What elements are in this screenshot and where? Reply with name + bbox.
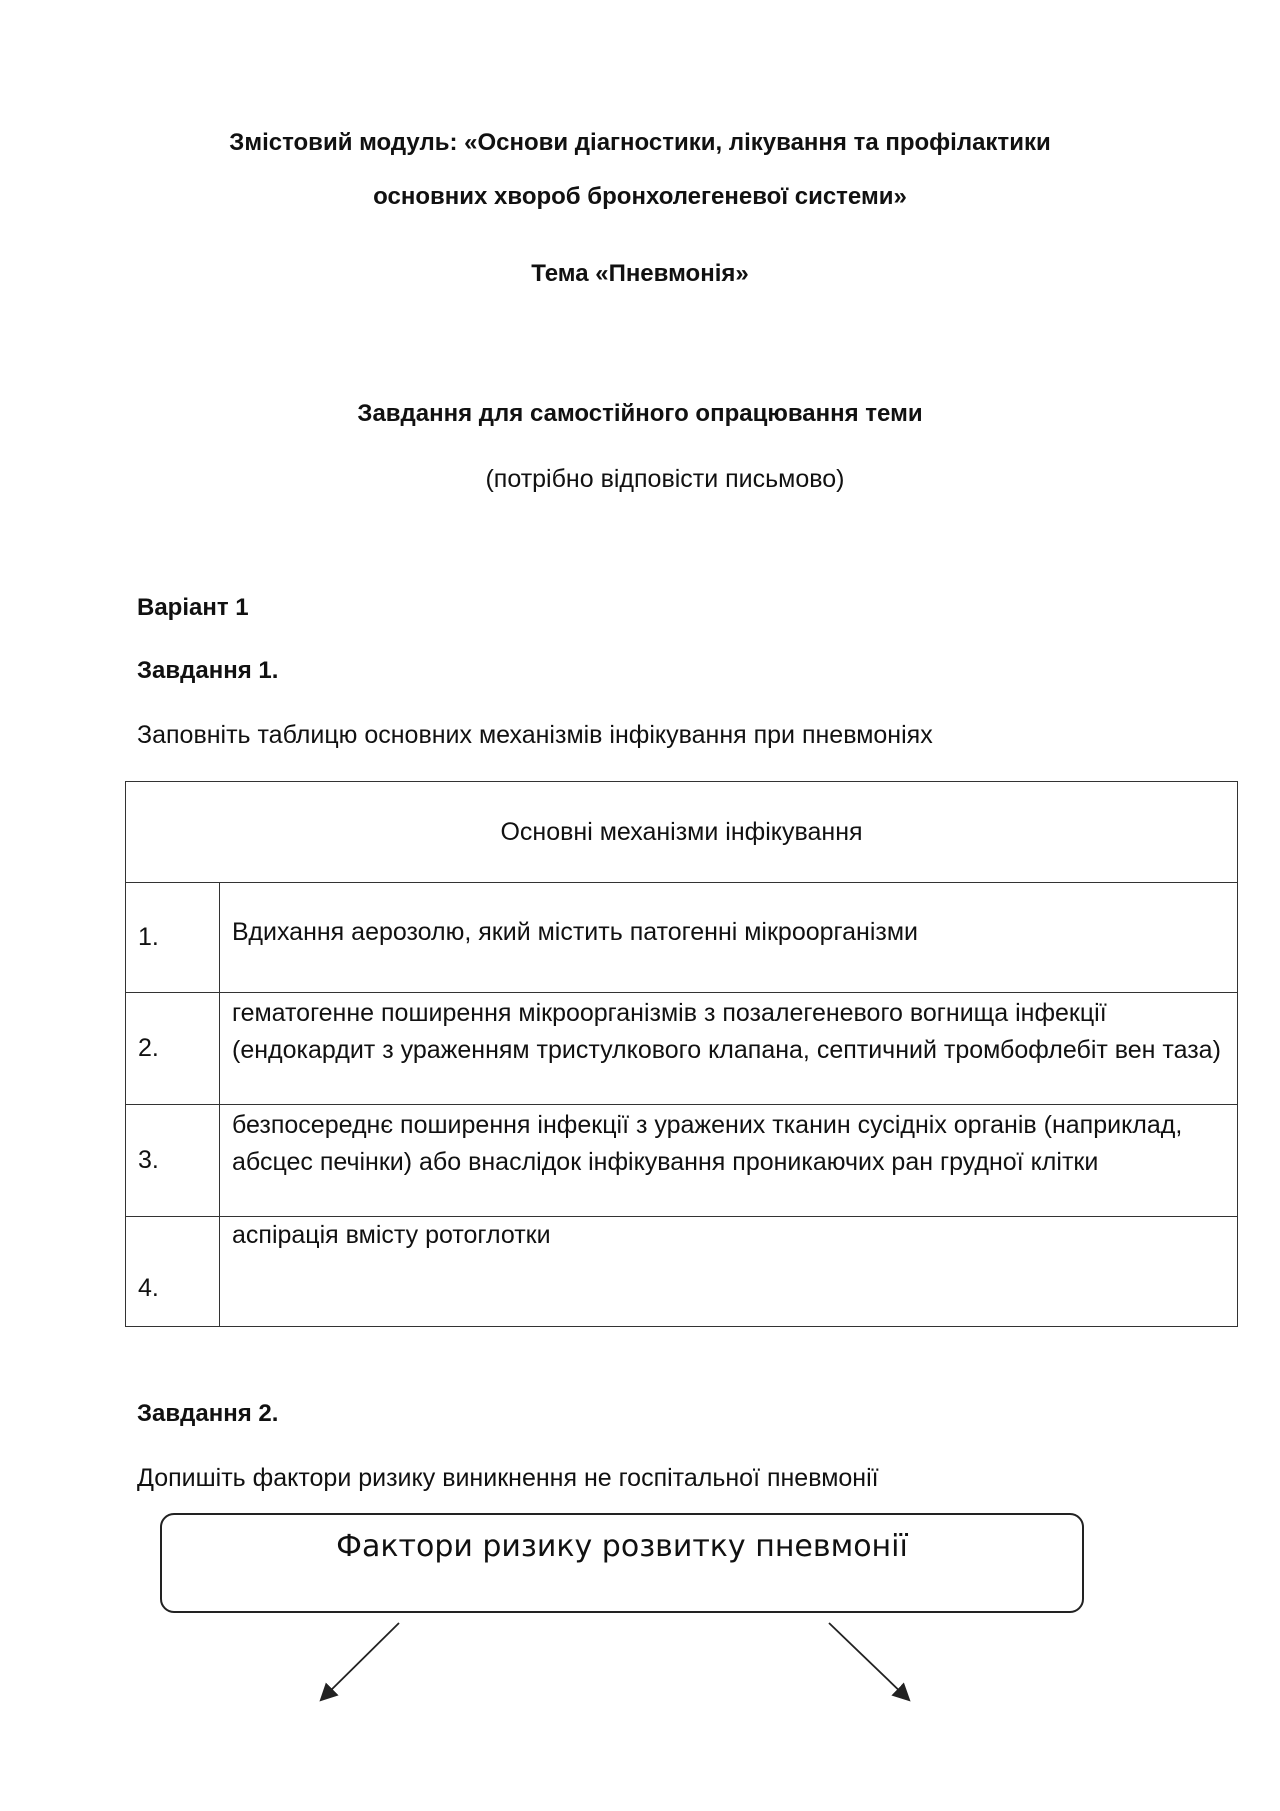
row-text: гематогенне поширення мікроорганізмів з позалегеневого вогнища інфекції (ендокардит з ураженням тристулкового клапана, септичний тромбофлебіт вен таза): [220, 993, 1238, 1105]
task2-label: Завдання 2.: [137, 1400, 279, 1427]
assignment-note: (потрібно відповісти письмово): [485, 465, 845, 493]
task2-instruction: Допишіть фактори ризику виникнення не госпітальної пневмонії: [137, 1464, 879, 1492]
task1-label: Завдання 1.: [137, 657, 279, 684]
row-number: 1.: [126, 883, 220, 993]
row-text: Вдихання аерозолю, який містить патогенні мікроорганізми: [220, 883, 1238, 993]
task1-instruction: Заповніть таблицю основних механізмів інфікування при пневмоніях: [137, 721, 933, 749]
row-number: 2.: [126, 993, 220, 1105]
topic-title: Тема «Пневмонія»: [531, 260, 749, 287]
row-number: 3.: [126, 1105, 220, 1217]
row-number: 4.: [126, 1217, 220, 1327]
risk-factors-title: Фактори ризику розвитку пневмонії: [336, 1529, 908, 1564]
right-arrow: [829, 1623, 908, 1699]
variant-label: Варіант 1: [137, 594, 249, 621]
left-arrow: [322, 1623, 399, 1699]
module-title-line1: Змістовий модуль: «Основи діагностики, лікування та профілактики: [229, 129, 1051, 156]
assignment-title: Завдання для самостійного опрацювання теми: [357, 400, 923, 427]
row-text: аспірація вмісту ротоглотки: [220, 1217, 1238, 1327]
table-header: Основні механізми інфікування: [126, 782, 1238, 883]
row-text: безпосереднє поширення інфекції з уражених тканин сусідніх органів (наприклад, абсцес печінки) або внаслідок інфікування проникаючих ран грудної клітки: [220, 1105, 1238, 1217]
module-title-line2: основних хвороб бронхолегеневої системи»: [373, 183, 907, 210]
